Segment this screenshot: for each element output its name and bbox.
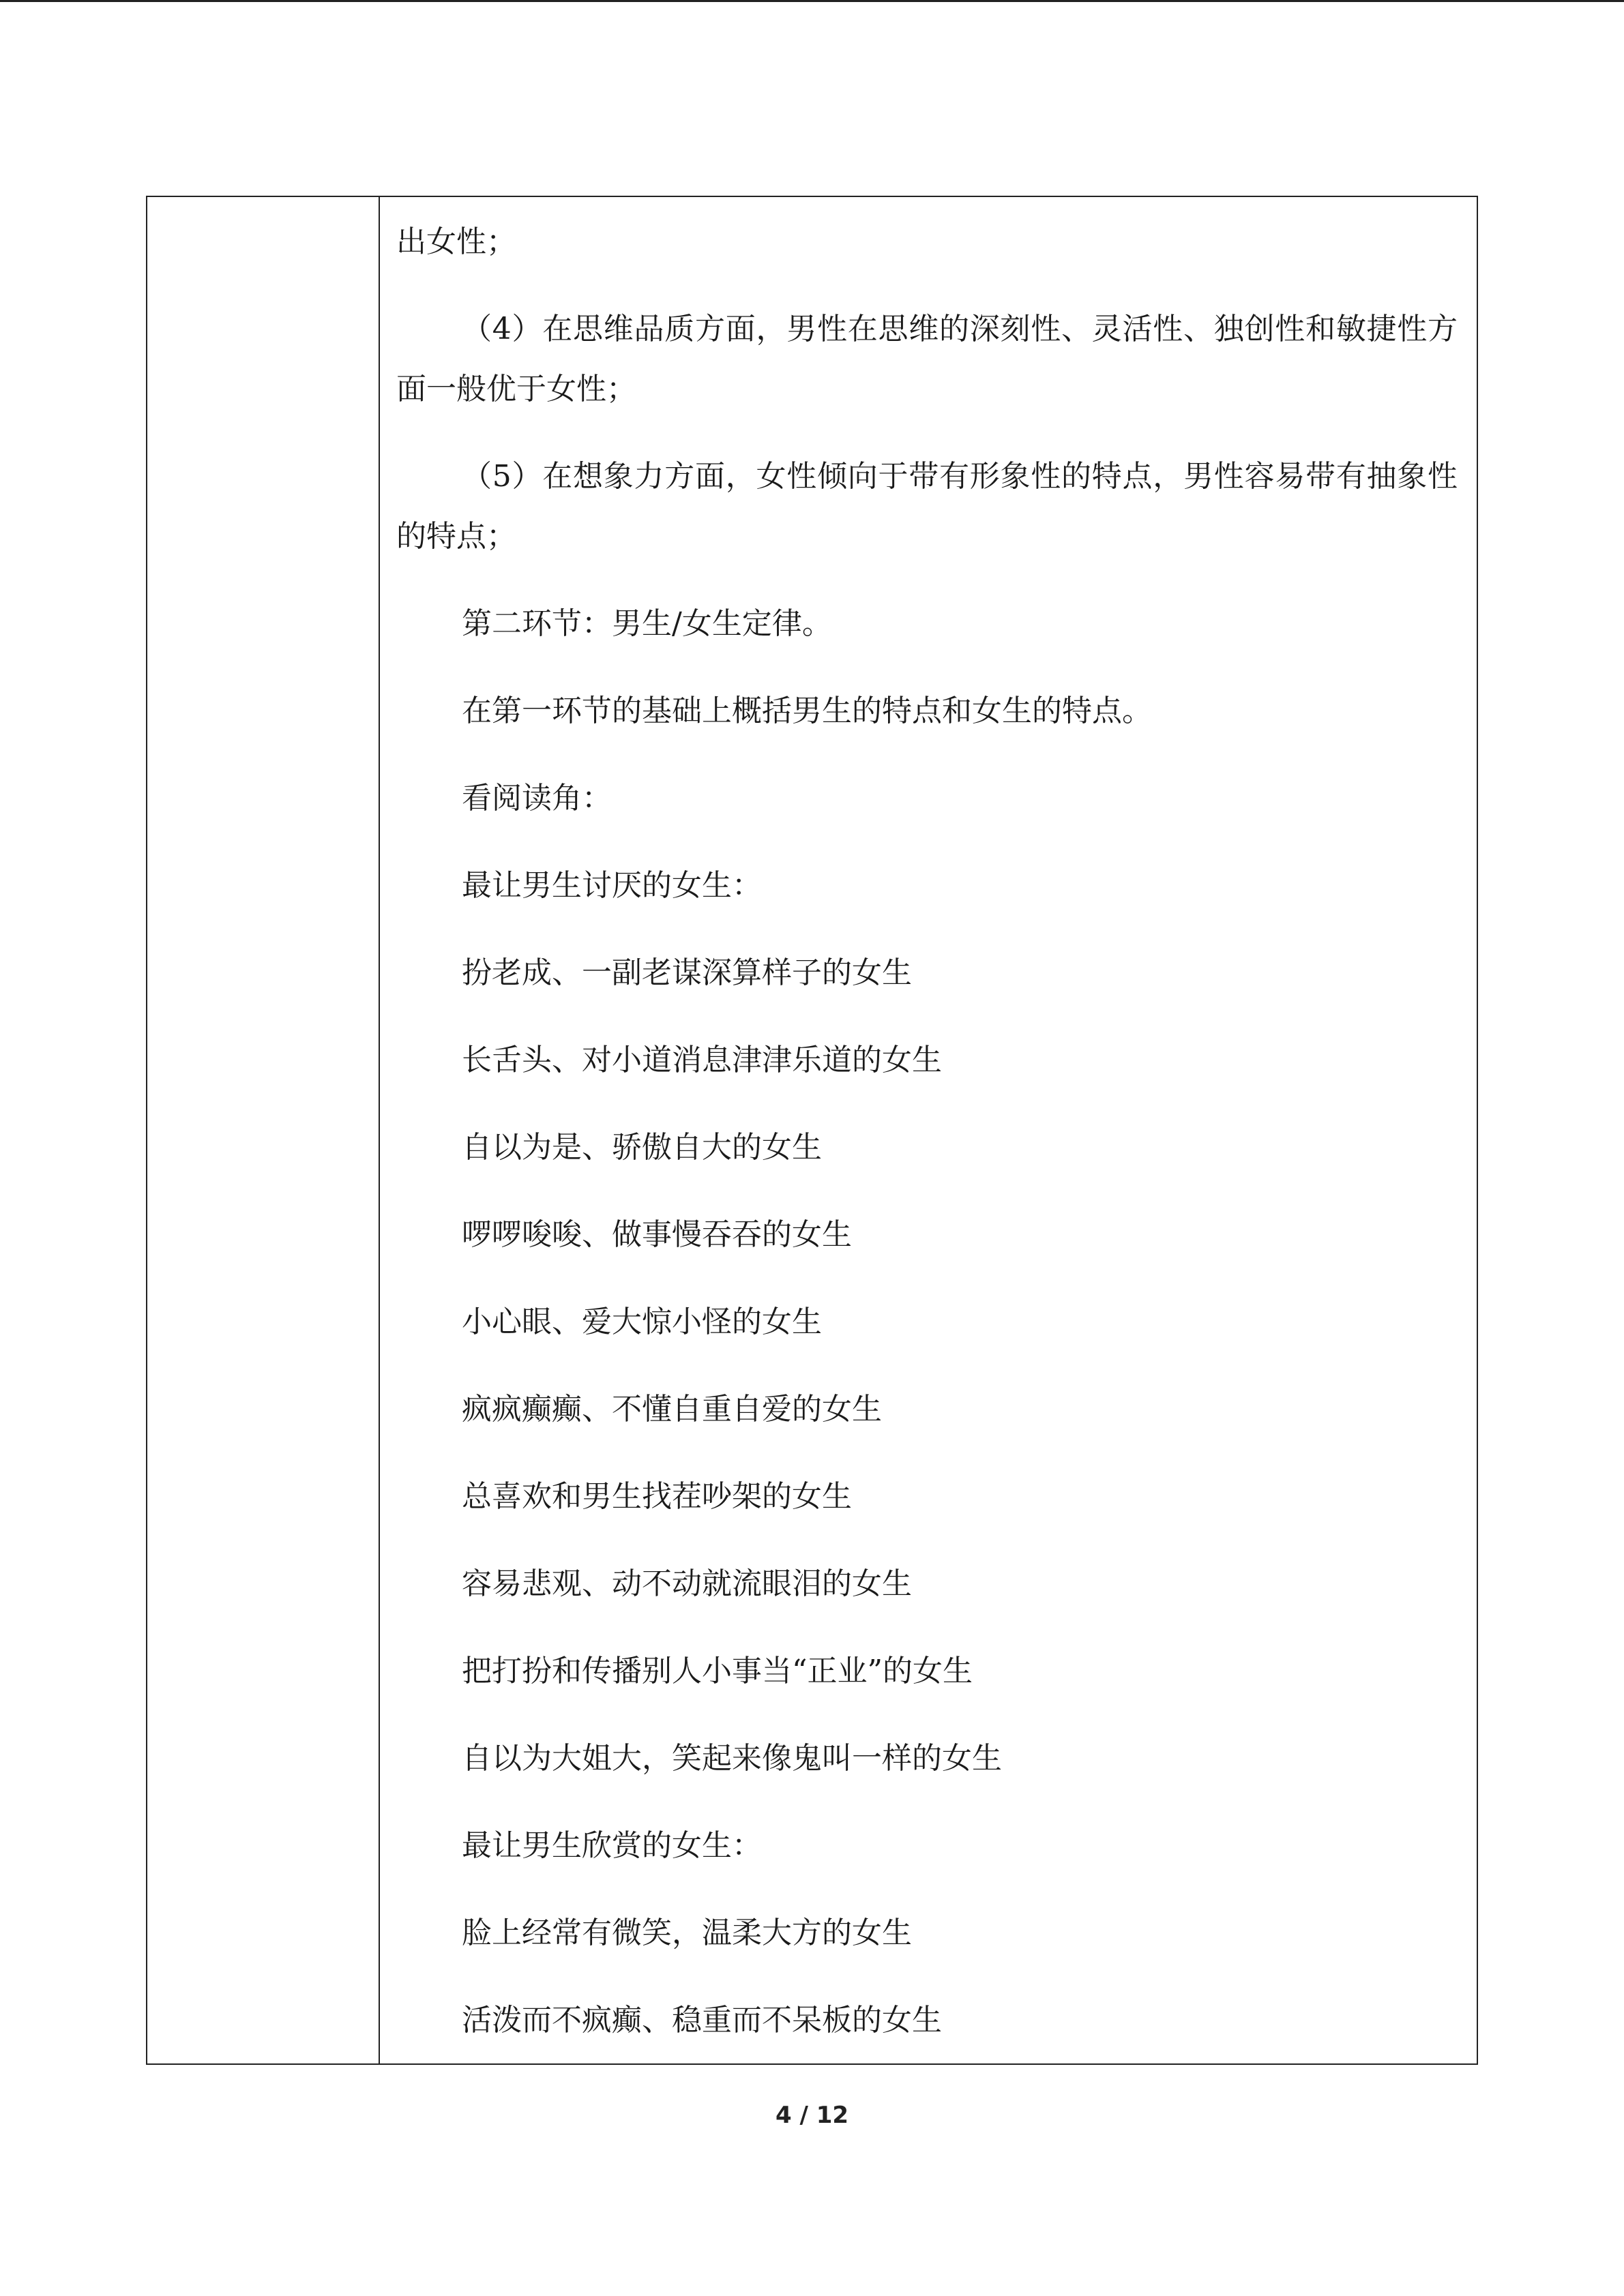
list-item: 疯疯癫癫、不懂自重自爱的女生 bbox=[462, 1392, 882, 1427]
paragraph-point-5: （5）在想象力方面，女性倾向于带有形象性的特点，男性容易带有抽象性的特点； bbox=[396, 459, 1458, 554]
text-line: 在第一环节的基础上概括男生的特点和女生的特点。 bbox=[462, 694, 1152, 728]
section-heading-second-step: 第二环节：男生/女生定律。 bbox=[462, 606, 832, 641]
page-number: 4 / 12 bbox=[775, 2102, 849, 2129]
list-item: 啰啰唆唆、做事慢吞吞的女生 bbox=[462, 1217, 852, 1252]
list-item: 总喜欢和男生找茬吵架的女生 bbox=[462, 1479, 852, 1514]
content-table bbox=[146, 196, 1478, 2065]
list-item: 把打扮和传播别人小事当“正业”的女生 bbox=[462, 1654, 973, 1688]
list-item: 自以为大姐大，笑起来像鬼叫一样的女生 bbox=[462, 1741, 1002, 1776]
table-right-column bbox=[381, 197, 1477, 2063]
list-item: 活泼而不疯癫、稳重而不呆板的女生 bbox=[462, 2003, 942, 2038]
list-heading-disliked: 最让男生讨厌的女生： bbox=[462, 868, 762, 903]
table-left-column bbox=[147, 197, 380, 2063]
top-border-line bbox=[0, 0, 1624, 2]
list-item: 容易悲观、动不动就流眼泪的女生 bbox=[462, 1566, 912, 1601]
list-heading-appreciated: 最让男生欣赏的女生： bbox=[462, 1828, 762, 1863]
list-item: 自以为是、骄傲自大的女生 bbox=[462, 1130, 822, 1165]
text-line: 看阅读角： bbox=[462, 781, 612, 816]
list-item: 长舌头、对小道消息津津乐道的女生 bbox=[462, 1043, 942, 1077]
paragraph-continuation: 出女性； bbox=[396, 224, 516, 259]
list-item: 扮老成、一副老谋深算样子的女生 bbox=[462, 955, 912, 990]
paragraph-point-4: （4）在思维品质方面，男性在思维的深刻性、灵活性、独创性和敏捷性方面一般优于女性； bbox=[396, 312, 1458, 406]
list-item: 小心眼、爱大惊小怪的女生 bbox=[462, 1304, 822, 1339]
list-item: 脸上经常有微笑，温柔大方的女生 bbox=[462, 1915, 912, 1950]
